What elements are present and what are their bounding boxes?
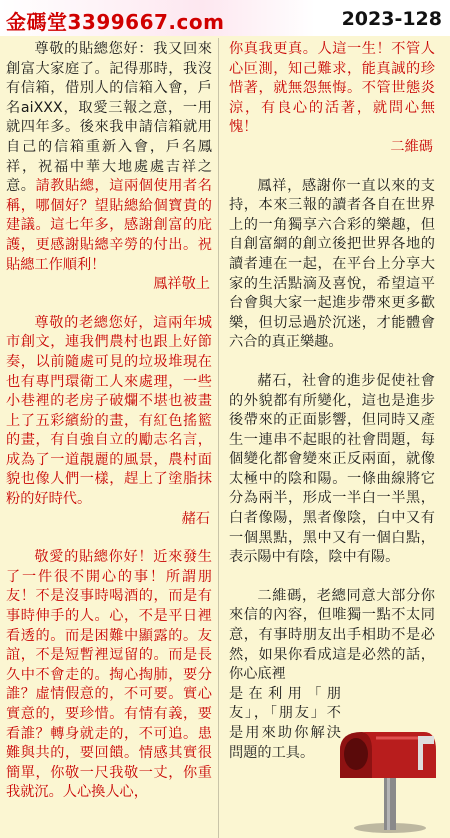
right-column	[229, 40, 435, 763]
issue-number: 2023-128	[341, 8, 442, 30]
letter1-body: 尊敬的貼總您好：我又回來創富大家庭了。記得那時，我沒有信箱，借別人的信箱入會，戶名aiXXX，取愛三報之意，一用就四年多。後來我申請信箱就用自己的信箱重新入會，戶名鳳祥，祝福中華大地處處吉祥之意。請教貼總，這兩個使用者名稱，哪個好？望貼總給個寶貴的建議。這七年多，感謝創富的庇護，更感謝貼總辛勞的付出。祝貼總工作順利！	[6, 41, 212, 273]
letter1-signature: 鳳祥敬上	[153, 276, 210, 293]
reply3-body: 二維碼，老總同意大部分你來信的內容，但唯獨一點不太同意，有事時朋友出手相助不是必然，如果你看成這是必然的話，你心底裡	[229, 587, 435, 683]
column-divider	[218, 38, 219, 838]
letter3-continuation: 你真我更真。人這一生！不管人心叵測，知己難求，能真誠的珍惜著，就無怨無悔。不管世態炎涼，有良心的活著，就問心無愧！	[229, 41, 435, 136]
reply2-body: 赭石，社會的進步促使社會的外貌都有所變化，這也是進步後帶來的正面影響，但同時又產生一連串不起眼的社會問題，每個變化都會變來正反兩面，就像太極中的陰和陽。一條曲線將它分為兩半，形成一半白一半黑，白者像陽，黑者像陰，白中又有一個黑點，黑中又有一個白點，表示陽中有陰，陰中有陽。	[229, 372, 435, 566]
letter2-body: 尊敬的老總您好，這兩年城市創文，連我們農村也跟上好節奏，以前隨處可見的垃圾堆現在也有專門環衛工人來處理，一些小巷裡的老房子破爛不堪也被畫上了五彩繽紛的畫，有紅色搖籃的畫，有自強自立的勵志名言，成為了一道靚麗的風景，農村面貌也像人們一樣，趕上了塗脂抹粉的好時代。	[6, 314, 212, 508]
letter3-body: 敬愛的貼總你好！近來發生了一件很不開心的事！所謂朋友！不是沒事時喝酒的，而是有事時伸手的人。心，不是平日裡看透的。而是困難中顯露的。友誼，不是短暫裡逗留的。而是長久中不會走的。掏心掏肺，要分誰？虛情假意的，不可要。實心實意的，要珍惜。有情有義，要看誰？轉身就走的，不可追。患難與共的，要回饋。情感其實很簡單，你敬一尺我敬一丈，你重我就沉。人心換人心，	[6, 549, 212, 801]
reply3-body-narrow: 是在利用「朋友」，「朋友」不是用來助你解決問題的工具。	[229, 685, 341, 761]
letter2-signature: 赭石	[181, 510, 210, 527]
site-logo: 金碼堂3399667.com	[6, 10, 225, 34]
left-column	[6, 40, 212, 803]
page-header	[0, 0, 450, 36]
letter3-signature: 二維碼	[390, 138, 433, 155]
reply1-body: 鳳祥，感謝你一直以來的支持，本來三報的讀者各自在世界上的一角獨享六合彩的樂趣，但自創富網的創立後把世界各地的讀者連在一起，在平台上分享大家的生活點滴及喜悅，希望這平台會與大家一起進步帶來更多歡樂，但切忌過於沉迷，才能體會六合的真正樂趣。	[229, 177, 435, 351]
mailbox-icon	[332, 728, 442, 834]
